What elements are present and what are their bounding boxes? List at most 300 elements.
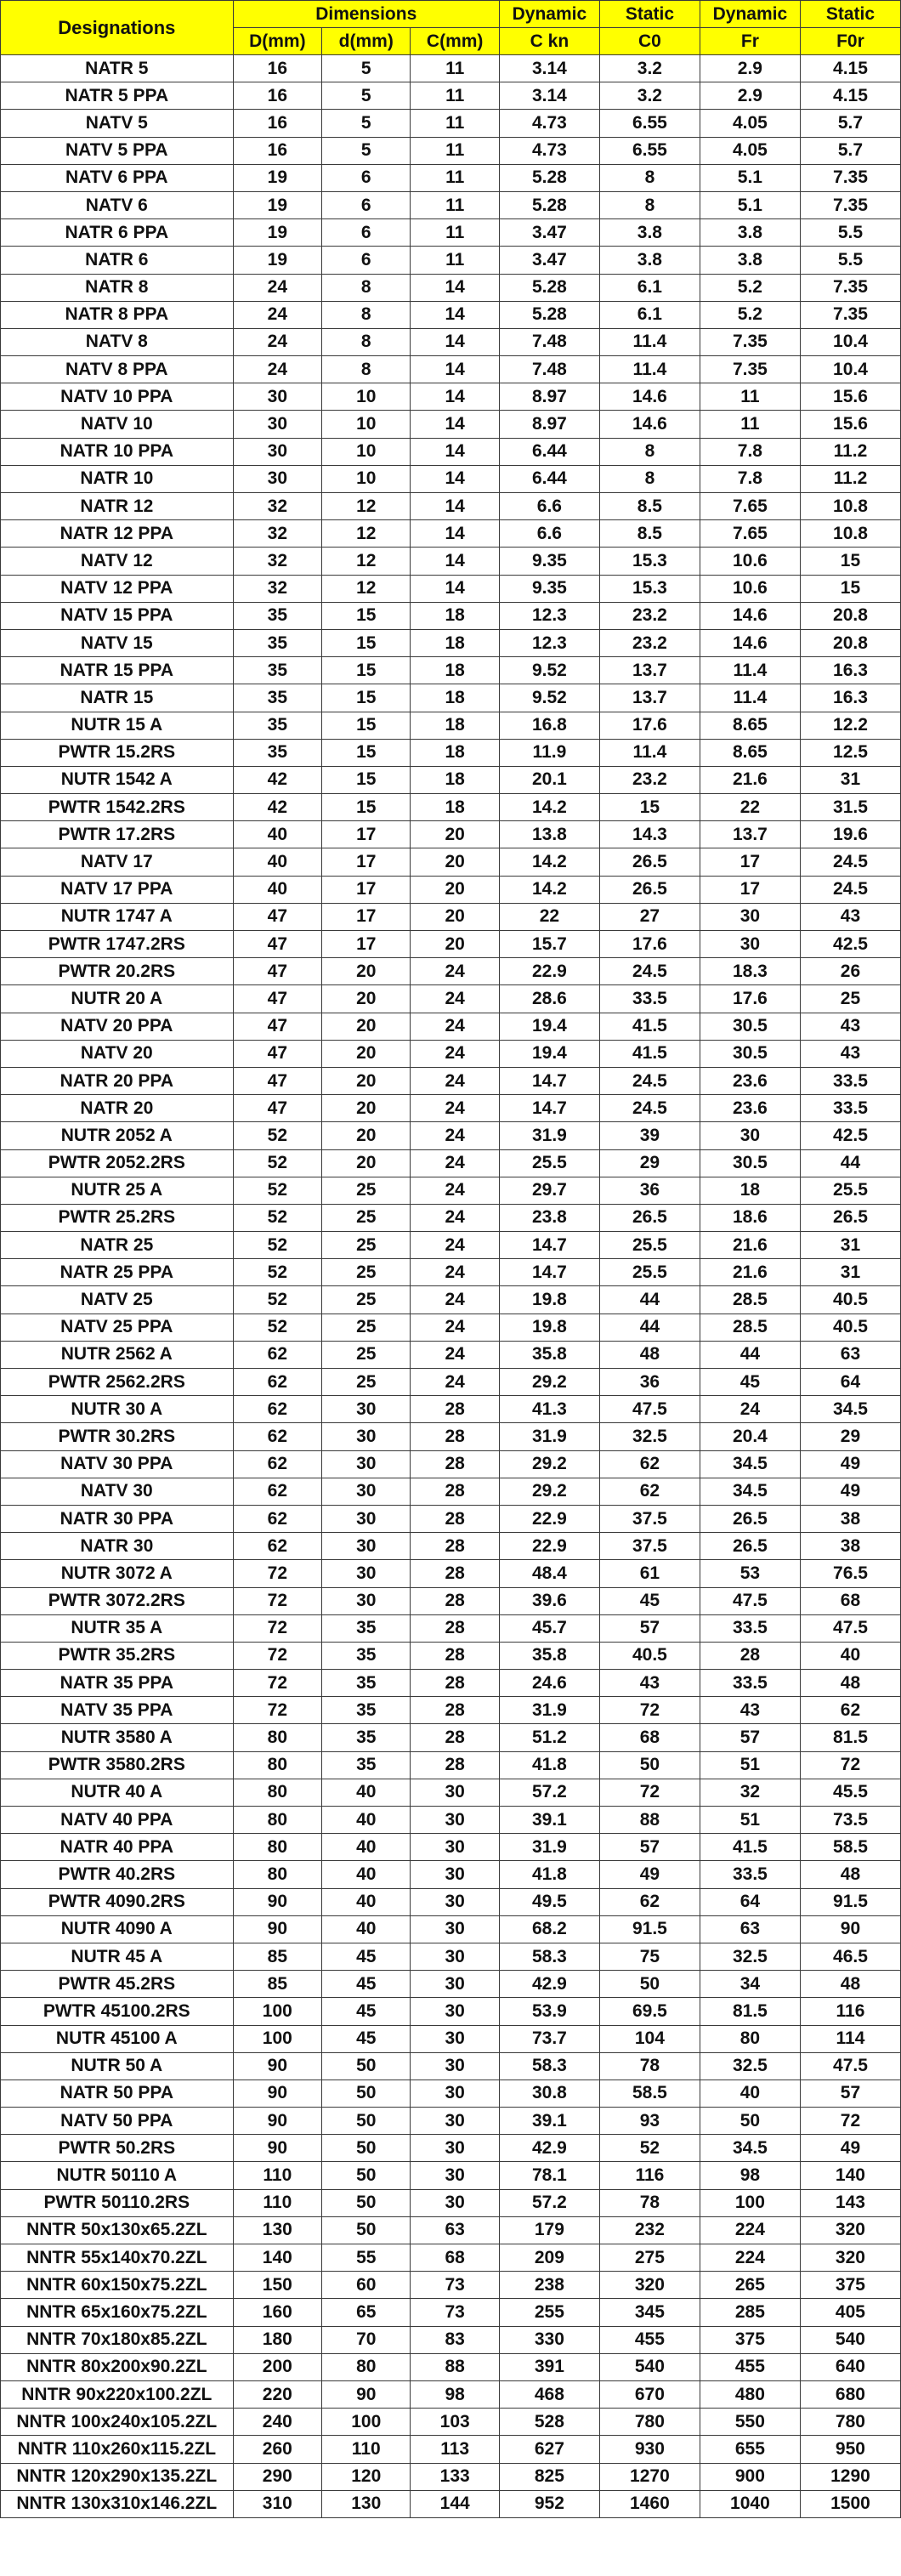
static-load-cell: 93 [599,2108,700,2135]
inner-diameter-cell: 25 [322,1204,411,1231]
outer-diameter-cell: 47 [233,1013,321,1040]
dynamic-load-cell: 19.4 [499,1013,599,1040]
static-load-cell: 41.5 [599,1040,700,1067]
fr-cell: 34.5 [700,2135,800,2162]
table-row [1,1751,901,1779]
fr-cell: 5.1 [700,164,800,191]
designation-cell: NUTR 50110 A [1,2162,234,2189]
outer-diameter-cell: 40 [233,876,321,903]
width-cell: 30 [411,1888,499,1915]
static-load-cell: 68 [599,1724,700,1751]
fr-cell: 32 [700,1779,800,1806]
table-row [1,328,901,355]
outer-diameter-cell: 90 [233,2052,321,2080]
inner-diameter-cell: 50 [322,2108,411,2135]
static-load-cell: 116 [599,2162,700,2189]
width-cell: 28 [411,1478,499,1505]
dynamic-load-cell: 4.73 [499,110,599,137]
designation-cell: NUTR 50 A [1,2052,234,2080]
static-load-cell: 3.8 [599,219,700,247]
dynamic-load-cell: 255 [499,2299,599,2326]
f0r-cell: 11.2 [800,465,900,492]
inner-diameter-cell: 17 [322,821,411,848]
designation-cell: PWTR 17.2RS [1,821,234,848]
designation-cell: NATR 5 PPA [1,82,234,110]
static-load-cell: 11.4 [599,328,700,355]
width-cell: 11 [411,137,499,164]
width-cell: 11 [411,164,499,191]
f0r-cell: 320 [800,2244,900,2272]
outer-diameter-cell: 80 [233,1751,321,1779]
fr-cell: 17 [700,876,800,903]
designation-cell: PWTR 2562.2RS [1,1369,234,1396]
designation-cell: NATR 8 [1,274,234,301]
width-cell: 30 [411,2025,499,2052]
fr-cell: 3.8 [700,219,800,247]
dynamic-load-cell: 19.4 [499,1040,599,1067]
designation-cell: NATR 30 PPA [1,1505,234,1532]
f0r-cell: 15.6 [800,383,900,411]
f0r-cell: 15.6 [800,411,900,438]
fr-cell: 34.5 [700,1450,800,1478]
designation-cell: NUTR 40 A [1,1779,234,1806]
inner-diameter-cell: 50 [322,2135,411,2162]
inner-diameter-cell: 65 [322,2299,411,2326]
static-load-cell: 72 [599,1697,700,1724]
table-body [1,55,901,2518]
width-cell: 14 [411,356,499,383]
static-load-cell: 88 [599,1807,700,1834]
static-load-cell: 69.5 [599,1998,700,2025]
width-cell: 11 [411,219,499,247]
width-cell: 14 [411,575,499,602]
table-row [1,191,901,218]
f0r-cell: 68 [800,1587,900,1614]
outer-diameter-cell: 47 [233,1067,321,1094]
width-cell: 28 [411,1533,499,1560]
designation-cell: NATV 15 PPA [1,602,234,629]
fr-cell: 28.5 [700,1286,800,1314]
table-row [1,2162,901,2189]
inner-diameter-cell: 45 [322,1998,411,2025]
f0r-cell: 10.4 [800,356,900,383]
fr-cell: 4.05 [700,110,800,137]
static-load-cell: 47.5 [599,1396,700,1423]
f0r-cell: 12.5 [800,739,900,766]
fr-cell: 43 [700,1697,800,1724]
designation-cell: PWTR 30.2RS [1,1423,234,1450]
dynamic-load-cell: 41.8 [499,1751,599,1779]
dynamic-load-cell: 58.3 [499,1943,599,1970]
static-load-cell: 540 [599,2353,700,2380]
fr-cell: 30.5 [700,1149,800,1177]
width-cell: 11 [411,110,499,137]
fr-cell: 224 [700,2244,800,2272]
table-row [1,2409,901,2436]
table-row [1,1314,901,1341]
fr-cell: 34.5 [700,1478,800,1505]
dynamic-load-cell: 29.2 [499,1478,599,1505]
outer-diameter-cell: 72 [233,1587,321,1614]
outer-diameter-cell: 35 [233,657,321,684]
inner-diameter-cell: 17 [322,931,411,958]
fr-cell: 14.6 [700,629,800,656]
width-cell: 24 [411,1095,499,1122]
table-row [1,411,901,438]
table-row [1,1533,901,1560]
table-row [1,1505,901,1532]
inner-diameter-cell: 25 [322,1177,411,1204]
fr-cell: 7.8 [700,438,800,465]
dynamic-load-cell: 6.44 [499,438,599,465]
static-load-cell: 13.7 [599,684,700,712]
inner-diameter-cell: 15 [322,794,411,821]
width-cell: 14 [411,301,499,328]
designation-cell: NATR 6 [1,247,234,274]
dynamic-load-cell: 53.9 [499,1998,599,2025]
table-row [1,1450,901,1478]
outer-diameter-cell: 47 [233,903,321,930]
static-load-cell: 670 [599,2380,700,2408]
fr-cell: 24 [700,1396,800,1423]
fr-cell: 30 [700,931,800,958]
col-header-fr: Fr [700,28,800,55]
outer-diameter-cell: 47 [233,1040,321,1067]
width-cell: 30 [411,1779,499,1806]
outer-diameter-cell: 47 [233,931,321,958]
table-row [1,1724,901,1751]
designation-cell: NNTR 70x180x85.2ZL [1,2326,234,2353]
outer-diameter-cell: 62 [233,1450,321,1478]
designation-cell: NNTR 60x150x75.2ZL [1,2272,234,2299]
dynamic-load-cell: 7.48 [499,356,599,383]
static-load-cell: 6.55 [599,110,700,137]
inner-diameter-cell: 100 [322,2409,411,2436]
width-cell: 28 [411,1614,499,1642]
static-load-cell: 3.2 [599,82,700,110]
width-cell: 28 [411,1450,499,1478]
fr-cell: 1040 [700,2490,800,2517]
f0r-cell: 40.5 [800,1286,900,1314]
static-load-cell: 15 [599,794,700,821]
table-row [1,1341,901,1368]
designation-cell: NNTR 100x240x105.2ZL [1,2409,234,2436]
table-row [1,520,901,548]
fr-cell: 11.4 [700,657,800,684]
table-row [1,1149,901,1177]
f0r-cell: 680 [800,2380,900,2408]
inner-diameter-cell: 15 [322,766,411,793]
designation-cell: NUTR 15 A [1,712,234,739]
static-header-1: Static [599,1,700,28]
designation-cell: NUTR 45100 A [1,2025,234,2052]
width-cell: 133 [411,2463,499,2490]
width-cell: 30 [411,1807,499,1834]
fr-cell: 10.6 [700,575,800,602]
fr-cell: 18.3 [700,958,800,985]
width-cell: 73 [411,2299,499,2326]
dynamic-load-cell: 78.1 [499,2162,599,2189]
table-row [1,219,901,247]
designation-cell: NATR 10 [1,465,234,492]
dynamic-load-cell: 58.3 [499,2052,599,2080]
static-load-cell: 23.2 [599,602,700,629]
inner-diameter-cell: 110 [322,2436,411,2463]
static-load-cell: 57 [599,1834,700,1861]
static-load-cell: 930 [599,2436,700,2463]
dynamic-load-cell: 45.7 [499,1614,599,1642]
table-row [1,1067,901,1094]
outer-diameter-cell: 90 [233,1915,321,1943]
table-row [1,1861,901,1888]
width-cell: 24 [411,1314,499,1341]
f0r-cell: 38 [800,1505,900,1532]
table-row [1,712,901,739]
width-cell: 18 [411,657,499,684]
inner-diameter-cell: 55 [322,2244,411,2272]
inner-diameter-cell: 30 [322,1396,411,1423]
designation-cell: NUTR 4090 A [1,1915,234,1943]
outer-diameter-cell: 72 [233,1614,321,1642]
table-row [1,2108,901,2135]
dynamic-load-cell: 22.9 [499,958,599,985]
fr-cell: 81.5 [700,1998,800,2025]
table-row [1,2080,901,2107]
fr-cell: 5.1 [700,191,800,218]
dynamic-load-cell: 31.9 [499,1423,599,1450]
fr-cell: 550 [700,2409,800,2436]
designation-cell: NATV 12 [1,548,234,575]
designations-header: Designations [1,1,234,55]
width-cell: 14 [411,274,499,301]
static-load-cell: 62 [599,1450,700,1478]
outer-diameter-cell: 32 [233,575,321,602]
dynamic-load-cell: 4.73 [499,137,599,164]
inner-diameter-cell: 5 [322,55,411,82]
width-cell: 28 [411,1423,499,1450]
width-cell: 30 [411,1971,499,1998]
static-load-cell: 50 [599,1751,700,1779]
inner-diameter-cell: 6 [322,164,411,191]
inner-diameter-cell: 12 [322,520,411,548]
table-row [1,2244,901,2272]
fr-cell: 375 [700,2326,800,2353]
fr-cell: 7.65 [700,520,800,548]
designation-cell: NATR 30 [1,1533,234,1560]
table-row [1,602,901,629]
designation-cell: NATR 15 [1,684,234,712]
width-cell: 28 [411,1560,499,1587]
col-header-f0r: F0r [800,28,900,55]
f0r-cell: 31 [800,766,900,793]
designation-cell: NATR 10 PPA [1,438,234,465]
static-load-cell: 14.3 [599,821,700,848]
f0r-cell: 405 [800,2299,900,2326]
outer-diameter-cell: 32 [233,493,321,520]
f0r-cell: 91.5 [800,1888,900,1915]
dynamic-load-cell: 825 [499,2463,599,2490]
fr-cell: 900 [700,2463,800,2490]
table-row [1,1177,901,1204]
table-row [1,164,901,191]
width-cell: 63 [411,2216,499,2244]
dynamic-load-cell: 31.9 [499,1697,599,1724]
dynamic-load-cell: 6.6 [499,520,599,548]
f0r-cell: 29 [800,1423,900,1450]
inner-diameter-cell: 12 [322,493,411,520]
f0r-cell: 116 [800,1998,900,2025]
dynamic-load-cell: 11.9 [499,739,599,766]
dynamic-load-cell: 41.8 [499,1861,599,1888]
width-cell: 24 [411,1040,499,1067]
static-load-cell: 8.5 [599,493,700,520]
inner-diameter-cell: 17 [322,848,411,876]
width-cell: 20 [411,876,499,903]
fr-cell: 2.9 [700,82,800,110]
designation-cell: NATV 5 PPA [1,137,234,164]
fr-cell: 455 [700,2353,800,2380]
outer-diameter-cell: 62 [233,1341,321,1368]
inner-diameter-cell: 25 [322,1232,411,1259]
dynamic-load-cell: 14.2 [499,794,599,821]
static-load-cell: 275 [599,2244,700,2272]
f0r-cell: 143 [800,2189,900,2216]
dynamic-load-cell: 16.8 [499,712,599,739]
table-row [1,1095,901,1122]
outer-diameter-cell: 16 [233,55,321,82]
f0r-cell: 11.2 [800,438,900,465]
f0r-cell: 19.6 [800,821,900,848]
outer-diameter-cell: 52 [233,1259,321,1286]
inner-diameter-cell: 60 [322,2272,411,2299]
designation-cell: NATV 25 [1,1286,234,1314]
inner-diameter-cell: 50 [322,2080,411,2107]
designation-cell: NATV 20 PPA [1,1013,234,1040]
table-row [1,2380,901,2408]
designation-cell: NATR 6 PPA [1,219,234,247]
table-row [1,2052,901,2080]
designation-cell: NUTR 20 A [1,985,234,1013]
designation-cell: NATR 8 PPA [1,301,234,328]
designation-cell: NATV 30 PPA [1,1450,234,1478]
static-load-cell: 44 [599,1286,700,1314]
designation-cell: NATV 25 PPA [1,1314,234,1341]
f0r-cell: 33.5 [800,1067,900,1094]
table-row [1,1259,901,1286]
f0r-cell: 4.15 [800,55,900,82]
static-load-cell: 320 [599,2272,700,2299]
col-header-inner-diameter: d(mm) [322,28,411,55]
table-row [1,575,901,602]
dynamic-load-cell: 29.7 [499,1177,599,1204]
width-cell: 11 [411,55,499,82]
inner-diameter-cell: 45 [322,2025,411,2052]
outer-diameter-cell: 52 [233,1204,321,1231]
designation-cell: NNTR 55x140x70.2ZL [1,2244,234,2272]
f0r-cell: 5.7 [800,110,900,137]
designation-cell: NNTR 120x290x135.2ZL [1,2463,234,2490]
fr-cell: 30.5 [700,1040,800,1067]
width-cell: 24 [411,1122,499,1149]
inner-diameter-cell: 10 [322,411,411,438]
fr-cell: 80 [700,2025,800,2052]
designation-cell: NUTR 25 A [1,1177,234,1204]
designation-cell: NATV 15 [1,629,234,656]
dynamic-header-1: Dynamic [499,1,599,28]
width-cell: 28 [411,1751,499,1779]
outer-diameter-cell: 19 [233,219,321,247]
inner-diameter-cell: 50 [322,2189,411,2216]
width-cell: 18 [411,794,499,821]
inner-diameter-cell: 8 [322,274,411,301]
width-cell: 14 [411,383,499,411]
dynamic-load-cell: 3.14 [499,55,599,82]
width-cell: 20 [411,903,499,930]
inner-diameter-cell: 20 [322,1067,411,1094]
dynamic-load-cell: 9.52 [499,657,599,684]
dynamic-load-cell: 6.6 [499,493,599,520]
static-load-cell: 11.4 [599,356,700,383]
designation-cell: PWTR 1542.2RS [1,794,234,821]
table-row [1,1971,901,1998]
fr-cell: 18 [700,1177,800,1204]
fr-cell: 30 [700,1122,800,1149]
dynamic-load-cell: 57.2 [499,2189,599,2216]
dynamic-load-cell: 209 [499,2244,599,2272]
f0r-cell: 48 [800,1861,900,1888]
static-load-cell: 29 [599,1149,700,1177]
outer-diameter-cell: 47 [233,985,321,1013]
dynamic-load-cell: 19.8 [499,1314,599,1341]
static-load-cell: 8 [599,438,700,465]
fr-cell: 480 [700,2380,800,2408]
width-cell: 88 [411,2353,499,2380]
designation-cell: PWTR 50.2RS [1,2135,234,2162]
inner-diameter-cell: 5 [322,82,411,110]
inner-diameter-cell: 20 [322,1095,411,1122]
table-row [1,548,901,575]
table-row [1,383,901,411]
dynamic-load-cell: 35.8 [499,1341,599,1368]
static-load-cell: 8 [599,191,700,218]
designation-cell: NATR 20 PPA [1,1067,234,1094]
table-row [1,1013,901,1040]
width-cell: 144 [411,2490,499,2517]
inner-diameter-cell: 30 [322,1560,411,1587]
fr-cell: 8.65 [700,712,800,739]
dynamic-load-cell: 49.5 [499,1888,599,1915]
f0r-cell: 114 [800,2025,900,2052]
outer-diameter-cell: 35 [233,739,321,766]
table-row [1,2189,901,2216]
f0r-cell: 34.5 [800,1396,900,1423]
static-load-cell: 14.6 [599,411,700,438]
width-cell: 11 [411,82,499,110]
designation-cell: NATV 17 [1,848,234,876]
f0r-cell: 63 [800,1341,900,1368]
designation-cell: NATR 5 [1,55,234,82]
f0r-cell: 31 [800,1259,900,1286]
static-load-cell: 15.3 [599,548,700,575]
dynamic-load-cell: 8.97 [499,411,599,438]
f0r-cell: 45.5 [800,1779,900,1806]
f0r-cell: 24.5 [800,876,900,903]
designation-cell: NATR 12 PPA [1,520,234,548]
static-load-cell: 104 [599,2025,700,2052]
outer-diameter-cell: 160 [233,2299,321,2326]
dynamic-load-cell: 5.28 [499,191,599,218]
table-row [1,1232,901,1259]
